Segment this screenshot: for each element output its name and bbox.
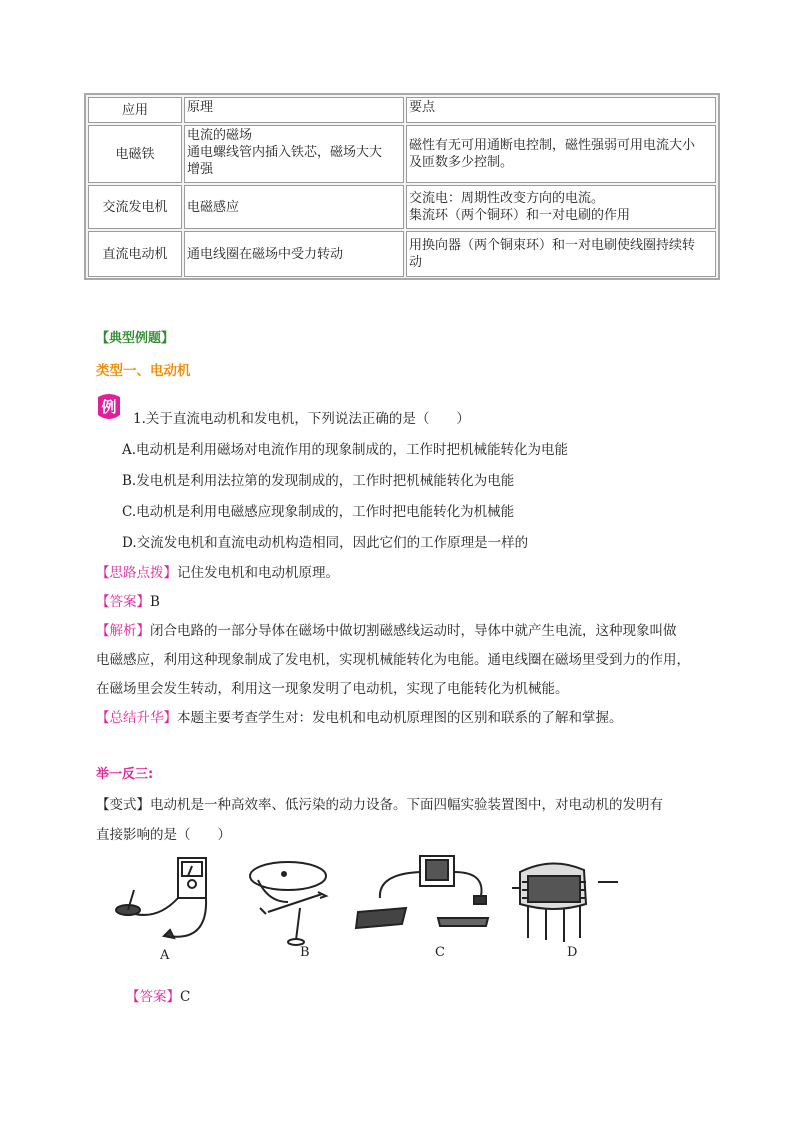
example-badge-text: 例 xyxy=(101,398,117,416)
option-b: B.发电机是利用法拉第的发现制成的，工作时把机械能转化为电能 xyxy=(122,473,515,489)
table-row xyxy=(88,125,716,183)
table-row xyxy=(88,231,716,277)
figure-label-d: D xyxy=(567,945,578,960)
cell-principle xyxy=(184,231,404,277)
analysis-label: 【解析】 xyxy=(96,623,150,639)
analysis-line-1 xyxy=(96,622,677,640)
hint-label: 【思路点拨】 xyxy=(96,565,177,581)
header-principle: 原理 xyxy=(184,97,404,123)
cell-line: 用换向器（两个铜束环）和一对电刷使线圈持续转 xyxy=(409,238,696,253)
hint-line xyxy=(96,564,339,582)
option-c: C.电动机是利用电磁感应现象制成的，工作时把电能转化为机械能 xyxy=(122,504,515,520)
experiment-figures xyxy=(108,852,628,970)
option-d: D.交流发电机和直流电动机构造相同，因此它们的工作原理是一样的 xyxy=(122,535,529,551)
analysis-line-3: 在磁场里会发生转动，利用这一现象发明了电动机，实现了电能转化为机械能。 xyxy=(96,681,569,697)
option-a: A.电动机是利用磁场对电流作用的现象制成的，工作时把机械能转化为电能 xyxy=(122,442,569,458)
summary-label: 【总结升华】 xyxy=(96,710,177,726)
variant-answer-label: 【答案】 xyxy=(126,989,180,1005)
analysis-line-2: 电磁感应，利用这种现象制成了发电机，实现机械能转化为电能。通电线圈在磁场里受到力的作用， xyxy=(96,652,690,668)
header-app: 应用 xyxy=(88,97,182,123)
answer-line xyxy=(96,593,160,611)
example-badge-icon xyxy=(95,393,123,421)
summary-line xyxy=(96,709,623,727)
cell-line: 及匝数多少控制。 xyxy=(409,155,514,170)
variant-line-1 xyxy=(96,796,663,814)
table-row xyxy=(88,185,716,229)
figure-a-drawing xyxy=(116,858,206,938)
variant-answer-text: C xyxy=(180,989,191,1005)
cell-line: 集流环（两个铜环）和一对电刷的作用 xyxy=(409,208,631,223)
cell-points xyxy=(406,125,716,183)
cell-app: 直流电动机 xyxy=(88,231,182,277)
question-text: 1.关于直流电动机和发电机，下列说法正确的是（ ） xyxy=(133,411,470,427)
summary-text: 本题主要考查学生对：发电机和电动机原理图的区别和联系的了解和掌握。 xyxy=(177,710,623,726)
variant-label: 【变式】 xyxy=(96,797,150,813)
cell-principle xyxy=(184,125,404,183)
figure-label-a: A xyxy=(160,948,170,963)
variant-text: 电动机是一种高效率、低污染的动力设备。下面四幅实验装置图中，对电动机的发明有 xyxy=(150,797,663,813)
header-points: 要点 xyxy=(406,97,716,123)
cell-points xyxy=(406,185,716,229)
variant-line-2: 直接影响的是（ ） xyxy=(96,827,231,843)
cell-line: 增强 xyxy=(187,162,214,177)
practice-title: 举一反三: xyxy=(96,767,154,782)
cell-app: 交流发电机 xyxy=(88,185,182,229)
variant-answer-line xyxy=(126,988,190,1006)
cell-app: 电磁铁 xyxy=(88,125,182,183)
figure-label-b: B xyxy=(300,945,310,960)
cell-line: 电流的磁场 xyxy=(187,128,253,143)
cell-points xyxy=(406,231,716,277)
figure-b-drawing xyxy=(250,862,326,945)
cell-line: 通电线圈在磁场中受力转动 xyxy=(187,246,344,262)
answer-text: B xyxy=(150,594,160,610)
figure-d-drawing xyxy=(512,863,618,942)
table-header-row xyxy=(88,97,716,123)
cell-line: 通电螺线管内插入铁芯，磁场大大 xyxy=(187,145,383,160)
analysis-text: 闭合电路的一部分导体在磁场中做切割磁感线运动时，导体中就产生电流，这种现象叫做 xyxy=(150,623,677,639)
cell-principle xyxy=(184,185,404,229)
answer-label: 【答案】 xyxy=(96,594,150,610)
type-title: 类型一、电动机 xyxy=(96,363,191,379)
cell-line: 动 xyxy=(409,255,423,270)
cell-line: 电磁感应 xyxy=(187,199,240,215)
cell-line: 交流电：周期性改变方向的电流。 xyxy=(409,191,605,206)
figure-c-drawing xyxy=(356,856,488,928)
hint-text: 记住发电机和电动机原理。 xyxy=(177,565,339,581)
figure-label-c: C xyxy=(435,945,445,960)
summary-table xyxy=(84,93,720,280)
section-title: 【典型例题】 xyxy=(96,331,175,346)
cell-line: 磁性有无可用通断电控制，磁性强弱可用电流大小 xyxy=(409,138,696,153)
